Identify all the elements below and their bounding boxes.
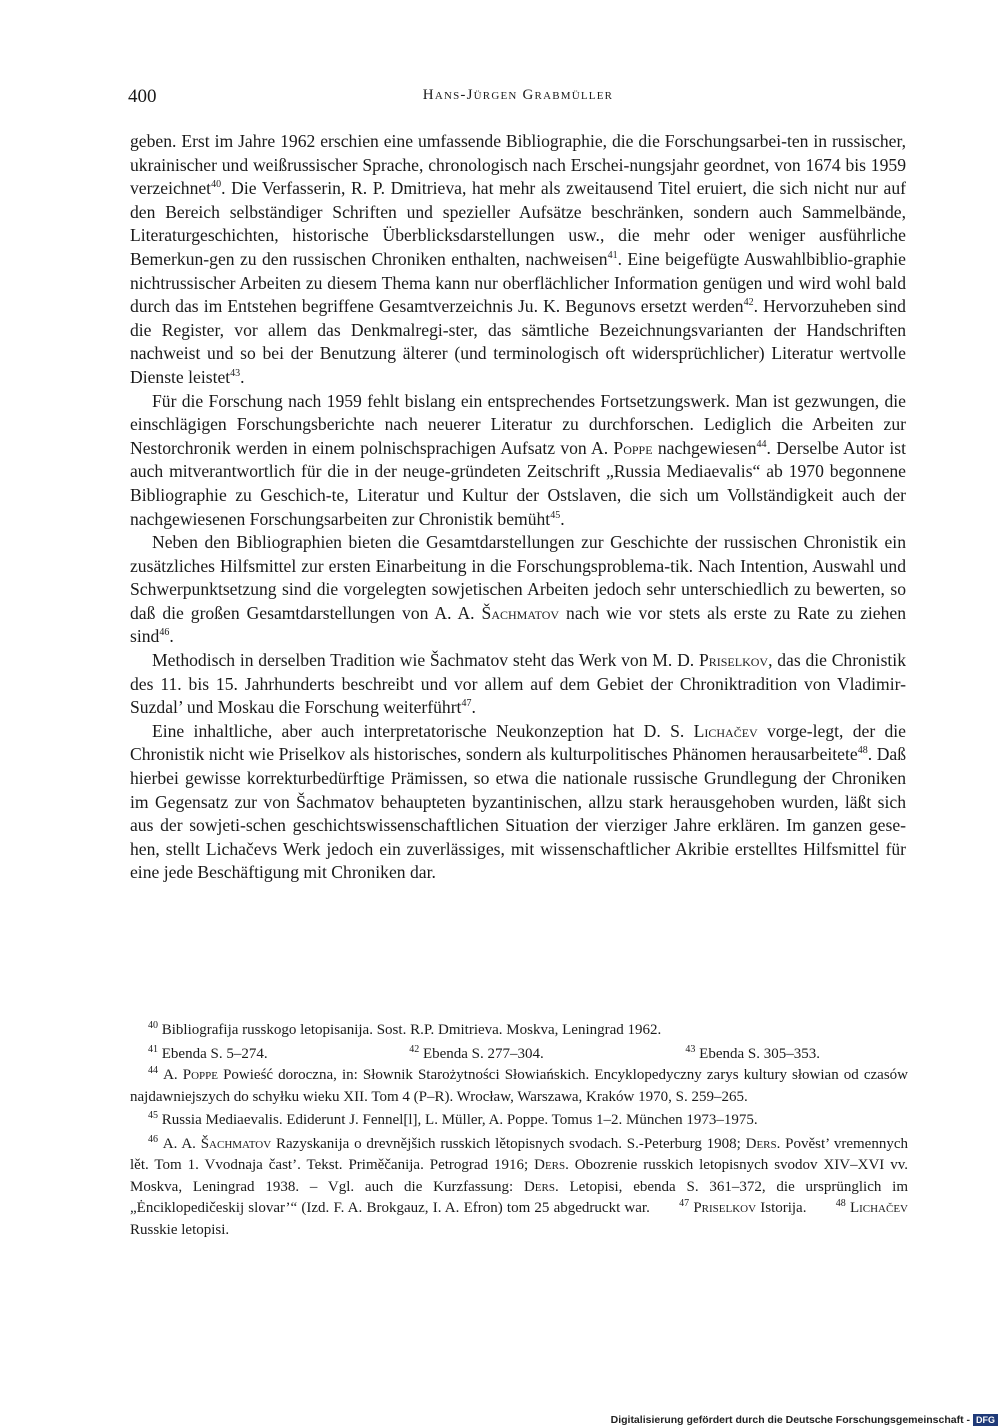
footnote-ref: 43: [230, 368, 241, 380]
paragraph-2: Für die Forschung nach 1959 fehlt bislang ein entsprechendes Fortsetzungswerk. Man ist gezwungen, die einschlägigen Forschungsberichte nach neuerer Literatur zu durchforschen. Lediglich die Arbeiten zur Nestorchronik werden in einem polnischsprachigen Aufsatz von A. Poppe nachgewiesen$^{44}$. Derselbe Autor ist auch mitverantwortlich für die in der neuge-gründeten Zeitschrift „Russia Mediaevalis“ ab 1970 begonnene Bibliographie zu Geschich-te, Literatur und Kultur der Ostslaven, die sich um Vollständigkeit auch der nachgewiesenen Forschungsarbeiten zur Chronistik bemüht$^{45}$.: [130, 390, 906, 529]
footnotes: [130, 1020, 908, 1243]
digitization-credit: [611, 1412, 1000, 1428]
footnote-ref: 40: [211, 179, 222, 191]
footnote-46: $^{46}$ A. A. Šachmatov Razyskanija o drevnějšich russkich lětopisnych svodach. S.-Peterburg 1908; Ders. Pověst’ vremennych lět. Tom 1. Vvodnaja čast’. Tekst. Priměčanija. Petrograd 1916; Ders. Obozrenie russkich letopisnych svodov XIV–XVI vv. Moskva, Leningrad 1938. – Vgl. auch die Kurzfassung: Ders. Letopisi, ebenda S. 361–372, die ursprünglich im „Ėnciklopedičeskij slovar’“ (Izd. F. A. Brokgauz, I. A. Efron) tom 25 abgedruckt war. $^{47}$ Priselkov Istorija. $^{48}$ Lichačev Russkie letopisi.: [130, 1133, 909, 1238]
footnote-ref: 42: [743, 297, 754, 309]
author-name: Priselkov: [698, 650, 769, 671]
footnote-40: $^{40}$ Bibliografija russkogo letopisanija. Sost. R.P. Dmitrieva. Moskva, Leningrad 1962.: [148, 1020, 662, 1038]
footnote-44: $^{44}$ A. Poppe Powieść doroczna, in: Słownik Starożytności Słowiańskich. Encyklopedyczny zarys kultury słowian od czasów najdawniejszych do schyłku wieku XII. Tom 4 (P–R). Wrocław, Warszawa, Kraków 1970, S. 259–265.: [130, 1065, 908, 1105]
paragraph-3: Neben den Bibliographien bieten die Gesamtdarstellungen zur Geschichte der russischen Chronistik ein zusätzliches Hilfsmittel zur ersten Einarbeitung in die Forschungsproblema-tik. Nach Intention, Auswahl und Schwerpunktsetzung sind die vorgelegten sowjetischen Arbeiten jedoch sehr unterschiedlich zu bewerten, so daß die großen Gesamtdarstellungen von A. A. Šachmatov nach wie vor stets als erste zu Rate zu ziehen sind$^{46}$.: [130, 532, 906, 647]
author-name: Šachmatov: [481, 602, 560, 623]
footnote-48: $^{48}$ Lichačev Russkie letopisi.: [130, 1198, 909, 1238]
main-text: [130, 130, 906, 885]
footnote-47: $^{47}$ Priselkov Istorija.: [679, 1198, 807, 1216]
footnote-ref: 46: [159, 627, 170, 639]
footnote-42: $^{42}$ Ebenda S. 277–304.: [409, 1043, 544, 1062]
paragraph-5: Eine inhaltliche, aber auch interpretatorische Neukonzeption hat D. S. Lichačev vorge-legt, der die Chronistik nicht wie Priselkov als historisches, sondern als kulturpolitisches Phänomen herausarbeitete$^{48}$. Daß hierbei gewisse korrekturbedürftige Prämissen, so etwa die nationale russische Grundlegung der Chroniken im Gegensatz zur von Šachmatov behaupteten byzantinischen, allzu stark herausgehoben wurden, läßt sich aus der sowjeti-schen geschichtswissenschaftlichen Situation der vierziger Jahre erklären. Im ganzen gese-hen, stellt Lichačevs Werk jedoch ein zuverlässiges, mit wissenschaftlicher Akribie erstelltes Hilfsmittel für eine jede Beschäftigung mit Chroniken dar.: [130, 720, 907, 883]
footnote-43: $^{43}$ Ebenda S. 305–353.: [685, 1043, 820, 1062]
footnote-41: $^{41}$ Ebenda S. 5–274.: [148, 1043, 268, 1062]
paragraph-4: Methodisch in derselben Tradition wie Šachmatov steht das Werk von M. D. Priselkov, das die Chronistik des 11. bis 15. Jahrhunderts beschreibt und vor allem auf dem Gebiet der Chroniktradition von Vladimir-Suzdal’ und Moskau die Forschung weiterführt$^{47}$.: [130, 650, 906, 718]
footnote-ref: 48: [857, 745, 868, 757]
footnote-45: $^{45}$ Russia Mediaevalis. Ediderunt J. Fennel[l], L. Müller, A. Poppe. Tomus 1–2. München 1973–1975.: [148, 1110, 758, 1128]
footnote-41-43: [130, 1044, 908, 1066]
footnote-ref: 45: [550, 509, 561, 521]
credit-text: Digitalisierung gefördert durch die Deutsche Forschungsgemeinschaft -: [610, 1414, 970, 1426]
footnote-ref: 47: [461, 698, 472, 710]
running-head: Hans-Jürgen Grabmüller: [422, 87, 614, 103]
author-name: Lichačev: [693, 720, 758, 741]
author-name: Poppe: [613, 437, 653, 458]
paragraph-1: geben. Erst im Jahre 1962 erschien eine umfassende Bibliographie, die die Forschungsarbei-ten in russischer, ukrainischer und weißrussischer Sprache, chronologisch nach Erschei-nungsjahr geordnet, von 1674 bis 1959 verzeichnet$^{40}$. Die Verfasserin, R. P. Dmitrieva, hat mehr als zweitausend Titel eruiert, die sich nicht nur auf den Bereich selbständiger Schriften und spezieller Aufsätze beschränken, sondern auch Sammelbände, Literaturgeschichten, historische Überblicksdarstellungen usw., die mehr oder weniger ausführliche Bemerkun-gen zu den russischen Chroniken enthalten, nachweisen$^{41}$. Eine beigefügte Auswahlbiblio-graphie nichtrussischer Arbeiten zu diesem Thema kann nur oberflächlicher Information genügen und wird wohl bald durch das im Entstehen begriffene Gesamtverzeichnis Ju. K. Begunovs ersetzt werden$^{42}$. Hervorzuheben sind die Register, vor allem das Denkmalregi-ster, das sämtliche Bezeichnungsvarianten der Handschriften nachweist und so bei der Benutzung älterer (und terminologisch oft widersprüchlicher) Literatur wertvolle Dienste leistet$^{43}$.: [130, 131, 906, 387]
dfg-logo: DFG: [973, 1414, 998, 1426]
footnote-ref: 44: [756, 438, 767, 450]
page-header: [128, 86, 908, 110]
footnote-ref: 41: [607, 250, 618, 262]
page-number: 400: [128, 86, 157, 107]
